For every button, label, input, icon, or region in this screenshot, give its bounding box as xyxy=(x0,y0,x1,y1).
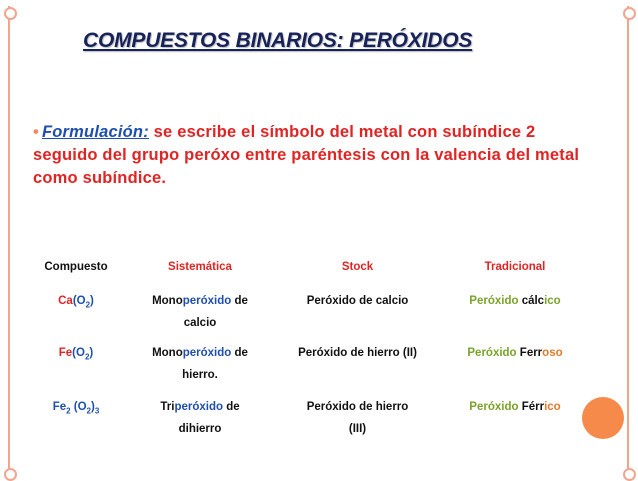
header-stock: Stock xyxy=(341,261,374,273)
table-row-tradicional: Peróxido cálcico xyxy=(469,295,561,307)
table-row-formula: $Ca(O_2)$ xyxy=(58,295,94,310)
corner-dot-icon xyxy=(623,7,636,20)
header-sistematica: Sistemática xyxy=(168,261,232,273)
decorative-circle-icon xyxy=(582,397,624,439)
corner-dot-icon xyxy=(623,468,636,481)
table-row-formula: $Fe_2$ $(O_2)_3$ xyxy=(52,401,100,416)
formulation-text: se escribe el símbolo del metal con subíndice 2 seguido del grupo peróxo entre paréntesis con la valencia del metal como subíndice. xyxy=(33,123,580,187)
corner-dot-icon xyxy=(4,468,17,481)
table-row-tradicional: Peróxido Ferroso xyxy=(467,347,563,359)
corner-dot-icon xyxy=(4,7,17,20)
table-row-stock: Peróxido de calcio xyxy=(306,295,409,307)
table-row-sistematica: Monoperóxido de calcio xyxy=(152,295,248,329)
header-tradicional: Tradicional xyxy=(484,261,546,273)
table-row-sistematica: Monoperóxido de hierro. xyxy=(152,347,248,381)
right-border-line xyxy=(627,6,629,473)
table-row-stock: Peróxido de hierro (II) xyxy=(298,347,417,359)
table-row-tradicional: Peróxido Férrico xyxy=(469,401,561,413)
bullet-icon: • xyxy=(33,123,39,141)
formulation-label: Formulación: xyxy=(41,123,149,141)
header-compuesto: Compuesto xyxy=(44,261,108,273)
slide-title: COMPUESTOS BINARIOS: PERÓXIDOS xyxy=(83,29,473,52)
formulation-paragraph xyxy=(33,121,593,190)
table-row-stock: Peróxido de hierro (III) xyxy=(306,401,409,435)
left-border-line xyxy=(8,6,10,473)
table-row-sistematica: Triperóxido de dihierro xyxy=(160,401,240,435)
table-row-formula: $Fe(O_2)$ xyxy=(58,347,94,362)
